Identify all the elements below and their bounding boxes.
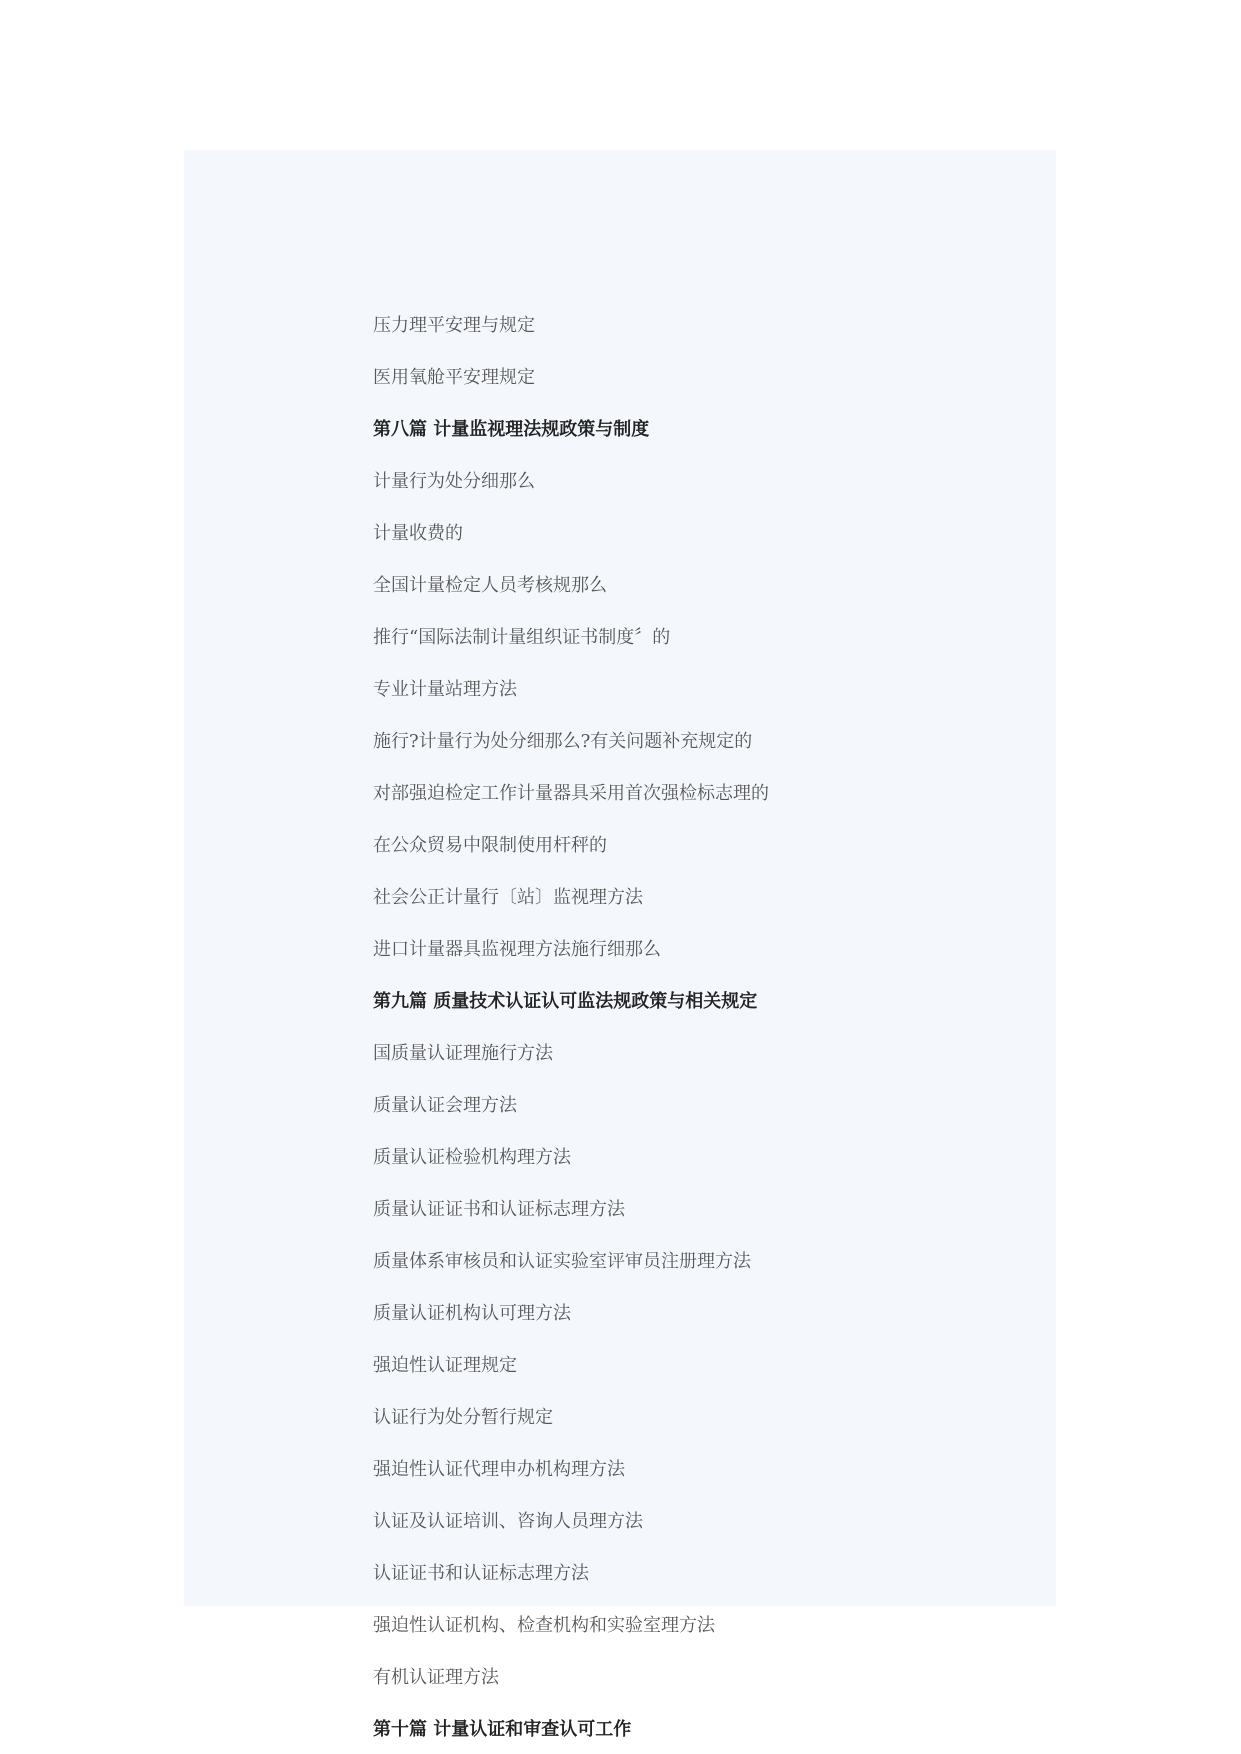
entry-15: 国质量认证理施行方法 xyxy=(373,1043,553,1064)
entry-4: 计量行为处分细那么 xyxy=(373,471,535,492)
entry-25: 认证证书和认证标志理方法 xyxy=(373,1563,589,1584)
entry-6: 全国计量检定人员考核规那么 xyxy=(373,575,607,596)
section-heading-8: 第八篇 计量监视理法规政策与制度 xyxy=(373,419,650,440)
entry-5: 计量收费的 xyxy=(373,523,463,544)
entry-19: 质量体系审核员和认证实验室评审员注册理方法 xyxy=(373,1251,751,1272)
entry-2: 医用氧舱平安理规定 xyxy=(373,367,535,388)
entry-12: 社会公正计量行〔站〕监视理方法 xyxy=(373,887,643,908)
entry-21: 强迫性认证理规定 xyxy=(373,1355,517,1376)
entry-8: 专业计量站理方法 xyxy=(373,679,517,700)
entry-22: 认证行为处分暂行规定 xyxy=(373,1407,553,1428)
section-heading-9: 第九篇 质量技术认证认可监法规政策与相关规定 xyxy=(373,991,758,1012)
entry-18: 质量认证证书和认证标志理方法 xyxy=(373,1199,625,1220)
entry-24: 认证及认证培训、咨询人员理方法 xyxy=(373,1511,643,1532)
entry-26: 强迫性认证机构、检查机构和实验室理方法 xyxy=(373,1615,715,1636)
entry-16: 质量认证会理方法 xyxy=(373,1095,517,1116)
entry-11: 在公众贸易中限制使用杆秤的 xyxy=(373,835,607,856)
content-panel xyxy=(184,150,1056,1740)
entry-1: 压力理平安理与规定 xyxy=(373,315,535,336)
entry-10: 对部强迫检定工作计量器具采用首次强检标志理的 xyxy=(373,783,769,804)
entry-20: 质量认证机构认可理方法 xyxy=(373,1303,571,1324)
entry-7: 推行“国际法制计量组织证书制度〞的 xyxy=(373,627,671,648)
entry-9: 施行?计量行为处分细那么?有关问题补充规定的 xyxy=(373,731,753,752)
entry-23: 强迫性认证代理申办机构理方法 xyxy=(373,1459,625,1480)
section-heading-10: 第十篇 计量认证和审查认可工作 xyxy=(373,1719,632,1740)
entry-27: 有机认证理方法 xyxy=(373,1667,499,1688)
entry-13: 进口计量器具监视理方法施行细那么 xyxy=(373,939,661,960)
entry-17: 质量认证检验机构理方法 xyxy=(373,1147,571,1168)
